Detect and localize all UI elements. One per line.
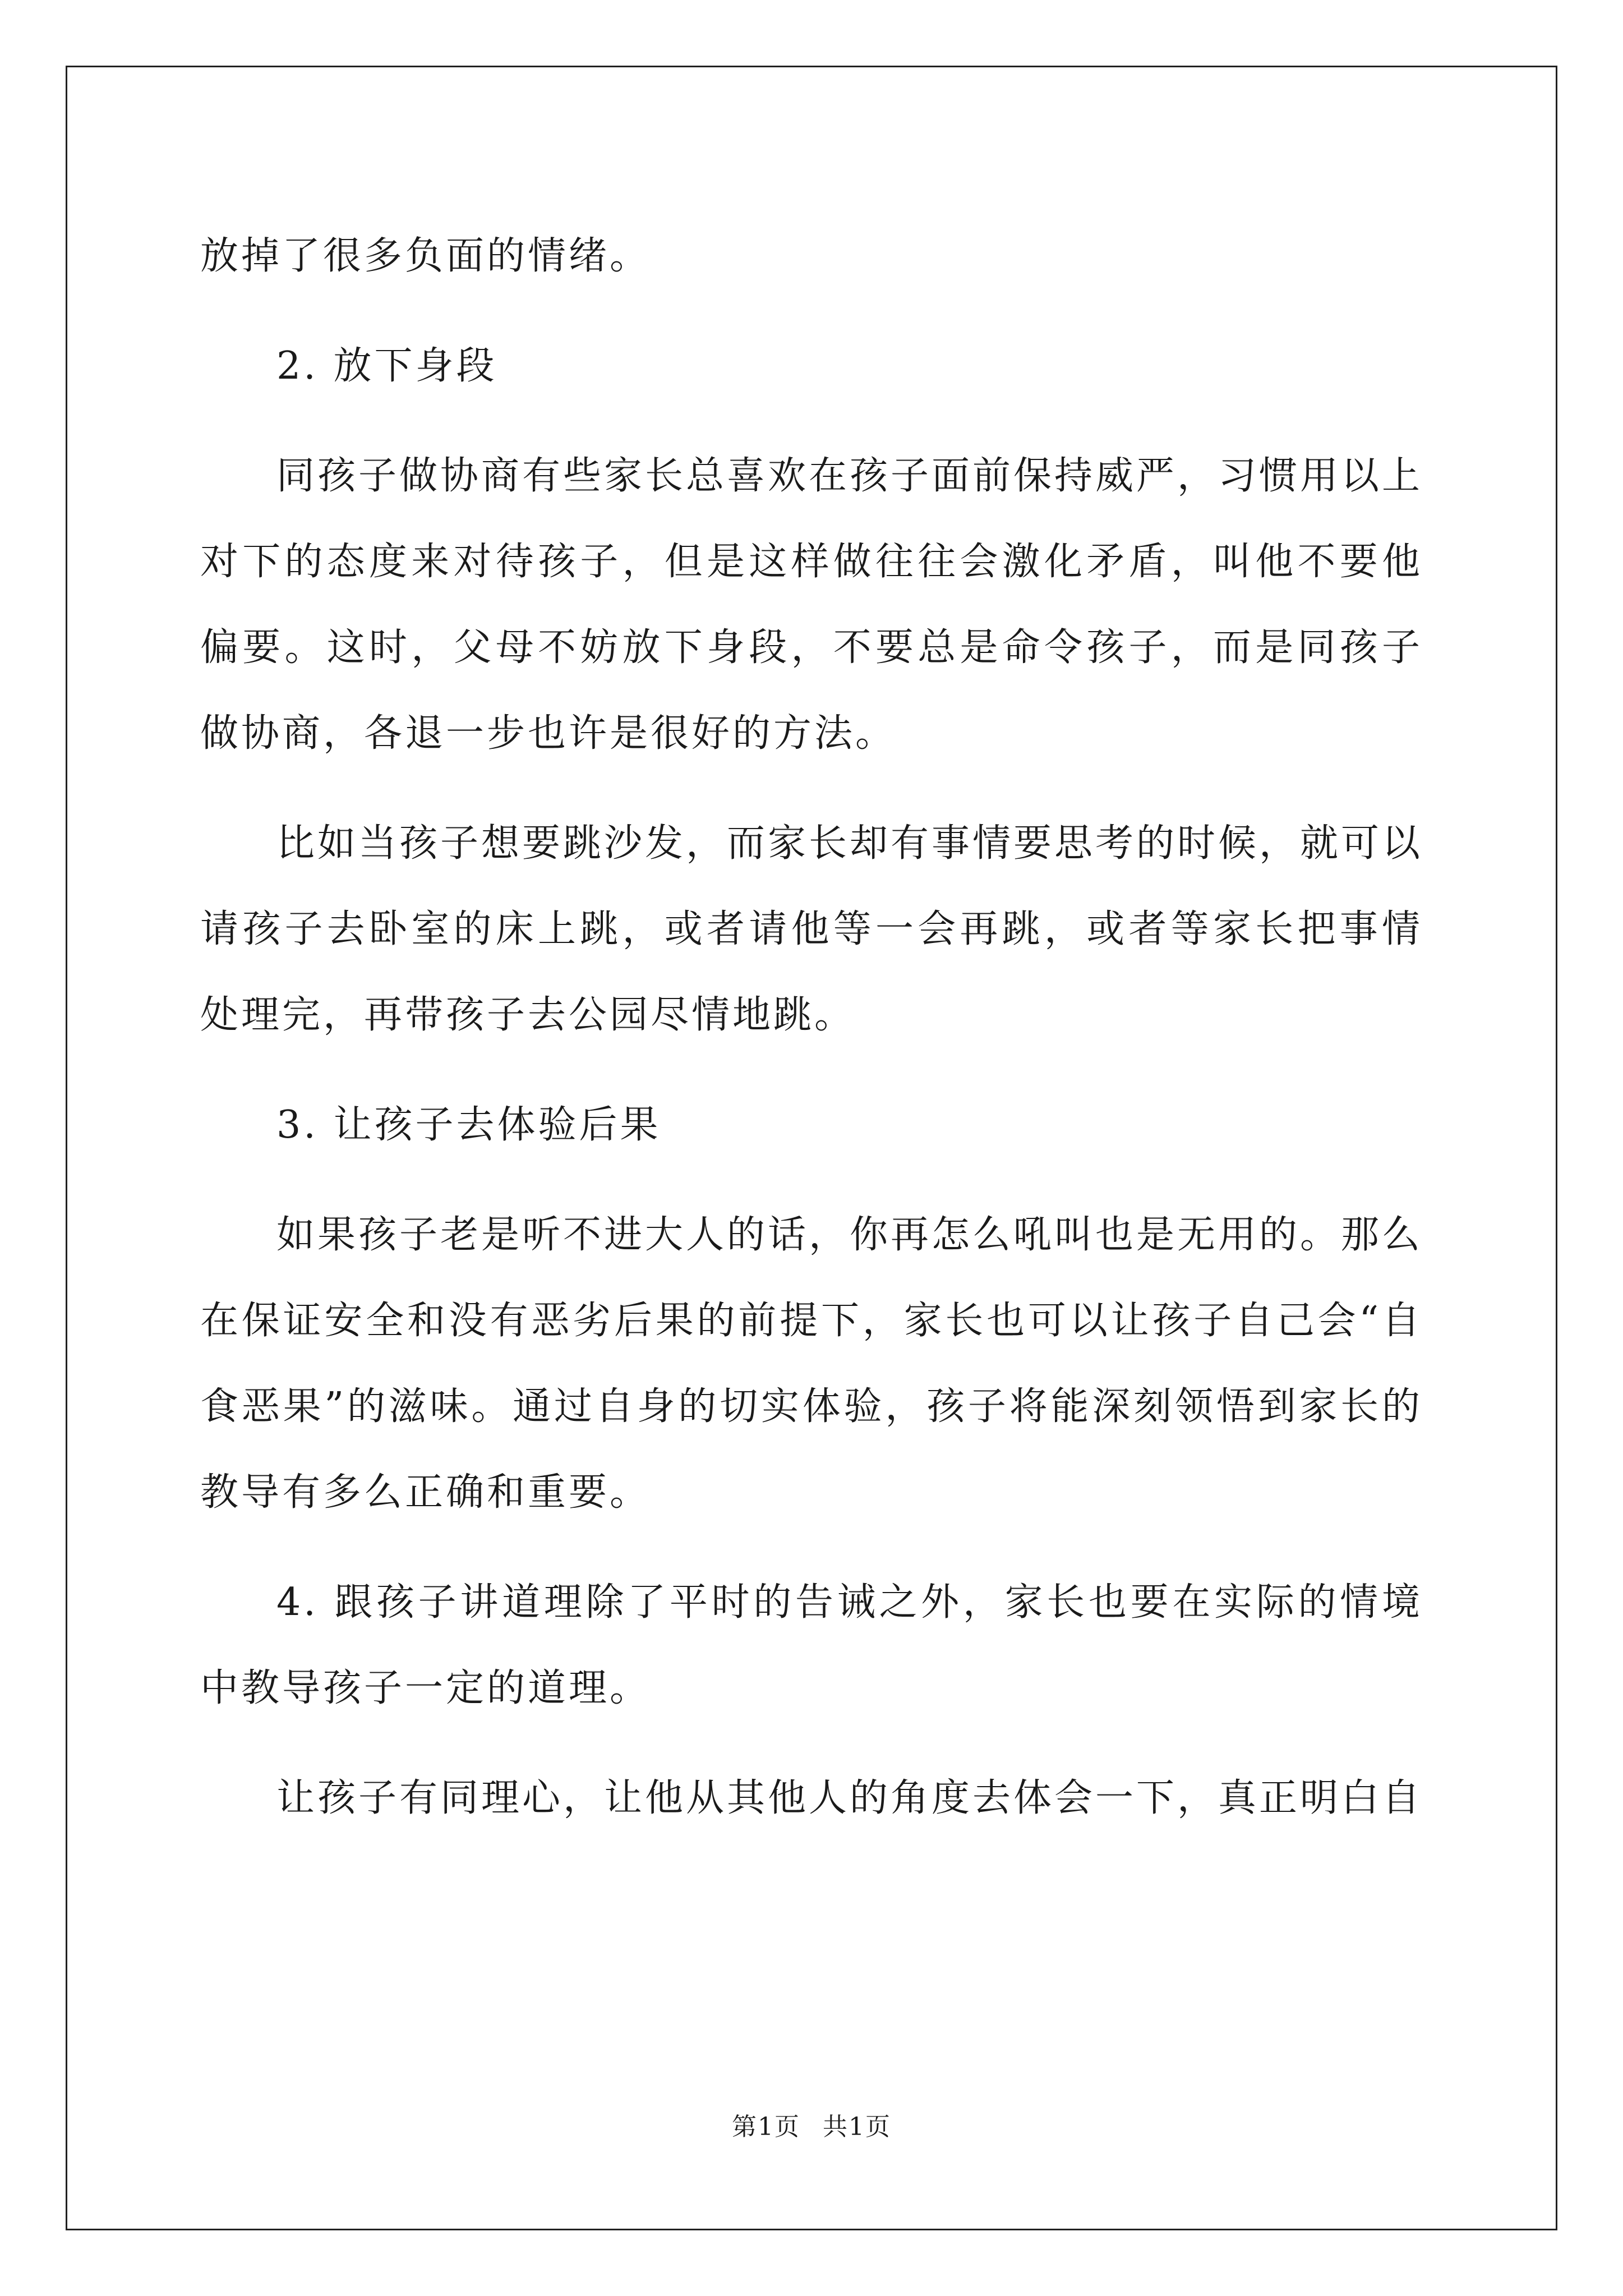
document-body	[200, 213, 1423, 1865]
paragraph: 如果孩子老是听不进大人的话，你再怎么吼叫也是无用的。那么在保证安全和没有恶劣后果的前提下，家长也可以让孩子自己会“自食恶果”的滋味。通过自身的切实体验，孩子将能深刻领悟到家长的教导有多么正确和重要。	[200, 1213, 1423, 1515]
section-heading-2: 2. 放下身段	[276, 344, 497, 388]
section-heading-4: 4. 跟孩子讲道理除了平时的告诫之外，家长也要在实际的情境中教导孩子一定的道理。	[200, 1580, 1423, 1710]
paragraph: 比如当孩子想要跳沙发，而家长却有事情要思考的时候，就可以请孩子去卧室的床上跳，或者请他等一会再跳，或者等家长把事情处理完，再带孩子去公园尽情地跳。	[200, 821, 1423, 1037]
page-footer	[0, 2106, 1623, 2142]
page-number-current: 第1页	[732, 2113, 800, 2141]
paragraph: 让孩子有同理心，让他从其他人的角度去体会一下，真正明白自	[276, 1776, 1423, 1820]
section-heading-3: 3. 让孩子去体验后果	[276, 1103, 661, 1147]
page-number-total: 共1页	[823, 2113, 891, 2141]
paragraph-continuation: 放掉了很多负面的情绪。	[200, 234, 651, 278]
paragraph: 同孩子做协商有些家长总喜欢在孩子面前保持威严，习惯用以上对下的态度来对待孩子，但是这样做往往会激化矛盾，叫他不要他偏要。这时，父母不妨放下身段，不要总是命令孩子，而是同孩子做协商，各退一步也许是很好的方法。	[200, 454, 1423, 756]
